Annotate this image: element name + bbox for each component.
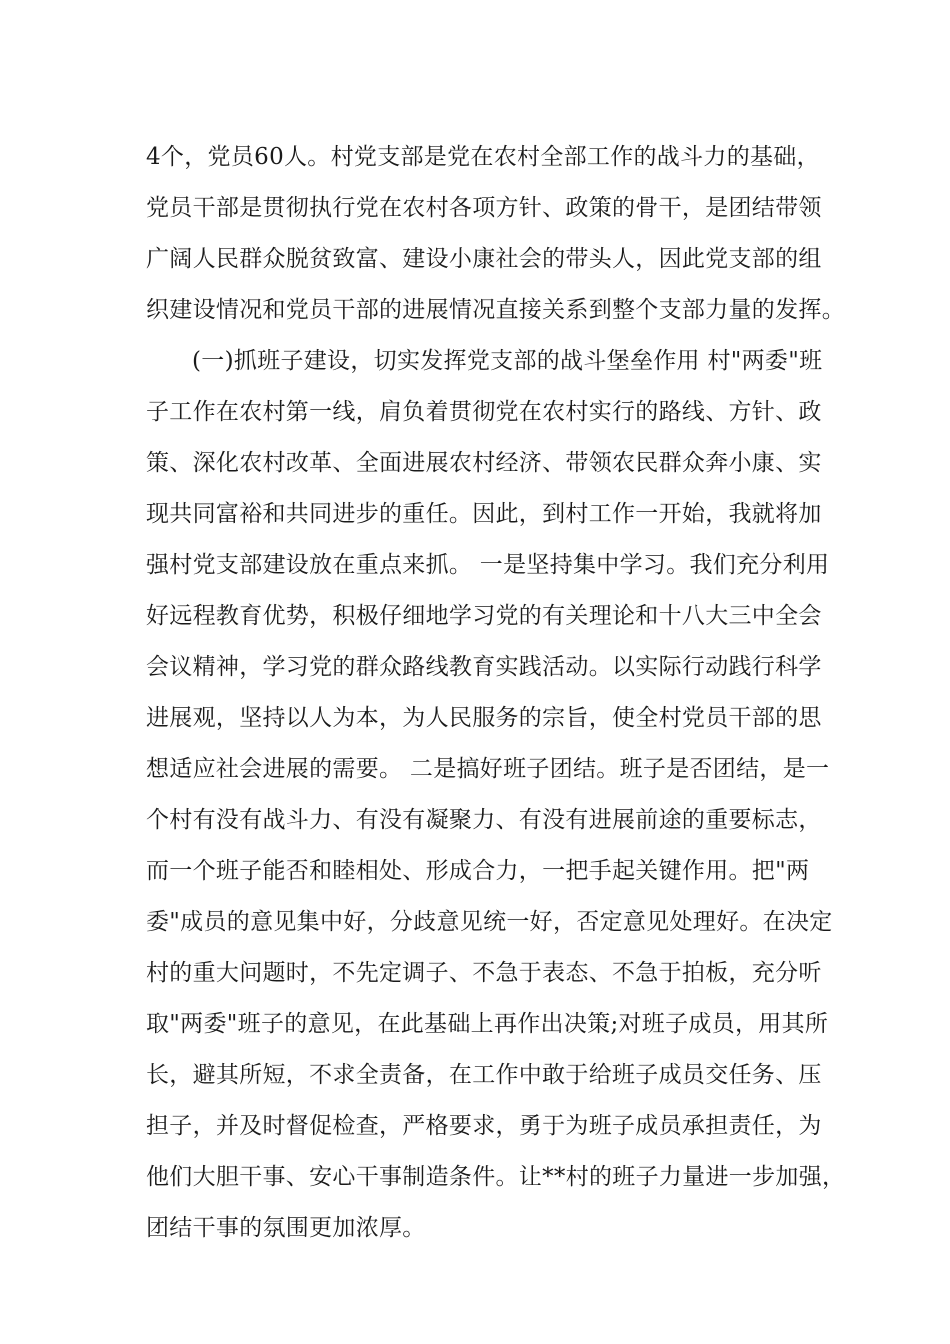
text-line: 党员干部是贯彻执行党在农村各项方针、政策的骨干，是团结带领: [146, 195, 822, 221]
text-line: 广阔人民群众脱贫致富、建设小康社会的带头人，因此党支部的组: [146, 246, 822, 272]
text-line: 村的重大问题时，不先定调子、不急于表态、不急于拍板，充分听: [146, 960, 822, 986]
text-line: 现共同富裕和共同进步的重任。因此，到村工作一开始，我就将加: [146, 501, 822, 527]
text-line: 他们大胆干事、安心干事制造条件。让**村的班子力量进一步加强，: [146, 1164, 846, 1190]
text-line: 长，避其所短，不求全责备，在工作中敢于给班子成员交任务、压: [146, 1062, 822, 1088]
text-line: 4个，党员60人。村党支部是党在农村全部工作的战斗力的基础，: [146, 144, 820, 170]
text-line: 子工作在农村第一线，肩负着贯彻党在农村实行的路线、方针、政: [146, 399, 822, 425]
body-text: [146, 132, 846, 1254]
text-line: 取"两委"班子的意见，在此基础上再作出决策;对班子成员，用其所: [146, 1011, 829, 1037]
text-line: 会议精神，学习党的群众路线教育实践活动。以实际行动践行科学: [146, 654, 822, 680]
section-heading-line: (一)抓班子建设，切实发挥党支部的战斗堡垒作用 村"两委"班: [192, 348, 823, 374]
text-line: 想适应社会进展的需要。 二是搞好班子团结。班子是否团结，是一: [146, 756, 830, 782]
text-line: 团结干事的氛围更加浓厚。: [146, 1215, 426, 1241]
text-line: 而一个班子能否和睦相处、形成合力，一把手起关键作用。把"两: [146, 858, 810, 884]
text-line: 担子，并及时督促检查，严格要求，勇于为班子成员承担责任，为: [146, 1113, 822, 1139]
text-line: 强村党支部建设放在重点来抓。 一是坚持集中学习。我们充分利用: [146, 552, 830, 578]
text-line: 织建设情况和党员干部的进展情况直接关系到整个支部力量的发挥。: [146, 297, 845, 323]
text-line: 策、深化农村改革、全面进展农村经济、带领农民群众奔小康、实: [146, 450, 822, 476]
text-line: 个村有没有战斗力、有没有凝聚力、有没有进展前途的重要标志，: [146, 807, 822, 833]
text-line: 进展观，坚持以人为本，为人民服务的宗旨，使全村党员干部的思: [146, 705, 822, 731]
text-line: 好远程教育优势，积极仔细地学习党的有关理论和十八大三中全会: [146, 603, 822, 629]
text-line: 委"成员的意见集中好，分歧意见统一好，否定意见处理好。在决定: [146, 909, 833, 935]
